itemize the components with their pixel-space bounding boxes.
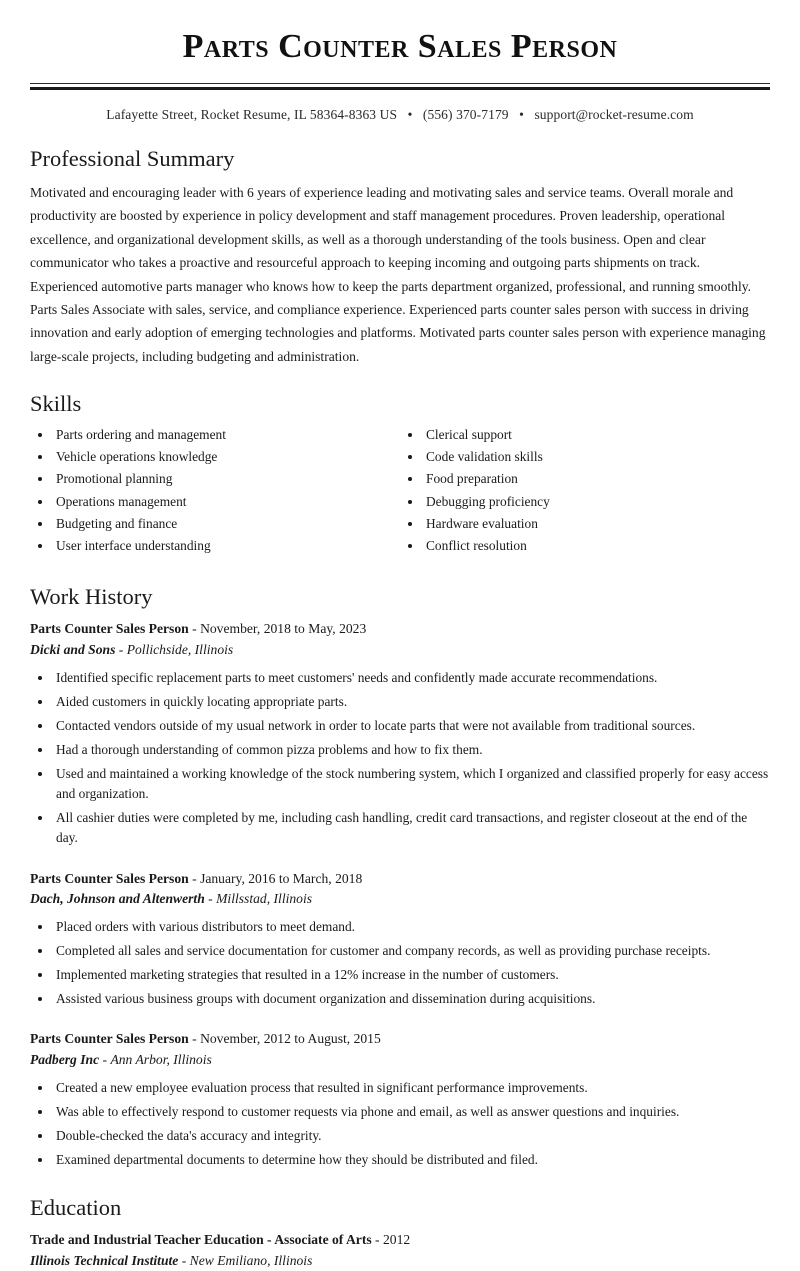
- job-separator: -: [192, 621, 197, 637]
- list-item: • Operations management: [53, 493, 400, 511]
- list-item: • Had a thorough understanding of common pizza problems and how to fix them.: [53, 740, 770, 760]
- education-entry: [30, 1230, 770, 1270]
- job-company-line: [30, 889, 770, 909]
- education-separator: -: [181, 1252, 187, 1268]
- job-responsibilities-list: [30, 668, 770, 849]
- skills-columns: [30, 426, 770, 559]
- job-responsibilities-list: [30, 1078, 770, 1170]
- job-title: Parts Counter Sales Person: [30, 870, 189, 886]
- education-year: 2012: [382, 1232, 411, 1248]
- contact-info: [30, 107, 770, 123]
- job-company: Padberg Inc: [30, 1052, 100, 1068]
- skills-column-left: [30, 426, 400, 559]
- contact-separator-1: •: [407, 107, 413, 123]
- job-company: Dach, Johnson and Altenwerth: [30, 891, 205, 907]
- job-title: Parts Counter Sales Person: [30, 621, 189, 637]
- work-history-entry: [30, 1029, 770, 1170]
- skills-list-left: [30, 426, 400, 555]
- list-item: • Examined departmental documents to determine how they should be distributed and filed.: [53, 1150, 770, 1170]
- education-location: New Emiliano, Illinois: [189, 1252, 313, 1268]
- job-dates: November, 2018 to May, 2023: [200, 621, 367, 637]
- education-degree: Trade and Industrial Teacher Education - Associate of Arts: [30, 1232, 372, 1248]
- job-dates: January, 2016 to March, 2018: [200, 870, 363, 886]
- education-degree-line: [30, 1230, 770, 1250]
- list-item: • Clerical support: [423, 426, 770, 444]
- education-separator: -: [375, 1232, 380, 1248]
- job-location: Pollichside, Illinois: [126, 641, 234, 657]
- list-item: • Completed all sales and service documentation for customer and company records, as well as providing purchase receipts.: [53, 941, 770, 961]
- job-separator: -: [208, 891, 213, 907]
- section-heading-education: Education: [30, 1195, 122, 1221]
- job-title: Parts Counter Sales Person: [30, 1031, 189, 1047]
- list-item: • Conflict resolution: [423, 537, 770, 555]
- job-location: Millsstad, Illinois: [216, 891, 313, 907]
- skills-list-right: [400, 426, 770, 555]
- list-item: • Was able to effectively respond to customer requests via phone and email, as well as answer questions and inquiries.: [53, 1102, 770, 1122]
- job-separator: -: [192, 1031, 197, 1047]
- job-title-line: [30, 619, 770, 639]
- job-company-line: [30, 1050, 770, 1070]
- list-item: • Created a new employee evaluation process that resulted in significant performance improvements.: [53, 1078, 770, 1098]
- section-heading-work-history: Work History: [30, 584, 153, 610]
- job-separator: -: [118, 641, 124, 657]
- list-item: • Food preparation: [423, 470, 770, 488]
- list-item: • Parts ordering and management: [53, 426, 400, 444]
- work-history-entry: [30, 619, 770, 848]
- resume-page: [0, 27, 800, 1271]
- contact-address: Lafayette Street, Rocket Resume, IL 58364-8363 US: [106, 107, 398, 123]
- contact-phone: (556) 370-7179: [422, 107, 509, 123]
- list-item: • Promotional planning: [53, 470, 400, 488]
- skills-column-right: [400, 426, 770, 559]
- contact-separator-2: •: [519, 107, 524, 123]
- section-heading-summary: Professional Summary: [30, 146, 235, 172]
- list-item: • Implemented marketing strategies that resulted in a 12% increase in the number of customers.: [53, 965, 770, 985]
- list-item: • User interface understanding: [53, 537, 400, 555]
- list-item: • All cashier duties were completed by me, including cash handling, credit card transactions, and register closeout at the end of the day.: [53, 808, 770, 848]
- divider-line-thick: [30, 87, 770, 90]
- job-responsibilities-list: [30, 917, 770, 1009]
- education-school: Illinois Technical Institute: [30, 1252, 179, 1268]
- list-item: • Assisted various business groups with document organization and dissemination during acquisitions.: [53, 989, 770, 1009]
- list-item: • Debugging proficiency: [423, 493, 770, 511]
- section-heading-skills: Skills: [30, 391, 82, 417]
- list-item: • Aided customers in quickly locating appropriate parts.: [53, 692, 770, 712]
- list-item: • Identified specific replacement parts to meet customers' needs and confidently made accurate recommendations.: [53, 668, 770, 688]
- job-company-line: [30, 640, 770, 660]
- list-item: • Placed orders with various distributors to meet demand.: [53, 917, 770, 937]
- job-dates: November, 2012 to August, 2015: [200, 1031, 381, 1047]
- education-school-line: [30, 1251, 770, 1271]
- list-item: • Double-checked the data's accuracy and integrity.: [53, 1126, 770, 1146]
- list-item: • Vehicle operations knowledge: [53, 448, 400, 466]
- job-title-line: [30, 1029, 770, 1049]
- list-item: • Contacted vendors outside of my usual network in order to locate parts that were not available from traditional sources.: [53, 716, 770, 736]
- list-item: • Used and maintained a working knowledge of the stock numbering system, which I organized and classified properly for easy access and organization.: [53, 764, 770, 804]
- job-location: Ann Arbor, Illinois: [110, 1052, 212, 1068]
- list-item: • Hardware evaluation: [423, 515, 770, 533]
- job-separator: -: [192, 870, 197, 886]
- job-company: Dicki and Sons: [30, 641, 116, 657]
- contact-email: support@rocket-resume.com: [534, 107, 694, 123]
- work-history-entry: [30, 869, 770, 1010]
- job-separator: -: [102, 1052, 108, 1068]
- header-divider: [30, 83, 770, 90]
- professional-summary-text: Motivated and encouraging leader with 6 years of experience leading and motivating sales and service teams. Overall morale and productivity are boosted by experience in policy development and staff management procedures. Proven leadership, operational excellence, and organizational development skills, as well as a thorough understanding of the tools business. Open and clear communicator who takes a proactive and resourceful approach to keeping incoming and outgoing parts shipments on track. Experienced automotive parts manager who knows how to keep the parts department organized, professional, and running smoothly. Parts Sales Associate with sales, service, and compliance experience. Experienced parts counter sales person with success in driving innovation and early adoption of emerging technologies and platforms. Motivated parts counter sales person with experience managing large-scale projects, including budgeting and administration.: [30, 185, 766, 364]
- list-item: • Code validation skills: [423, 448, 770, 466]
- list-item: • Budgeting and finance: [53, 515, 400, 533]
- page-title: Parts Counter Sales Person: [182, 28, 618, 65]
- job-title-line: [30, 869, 770, 889]
